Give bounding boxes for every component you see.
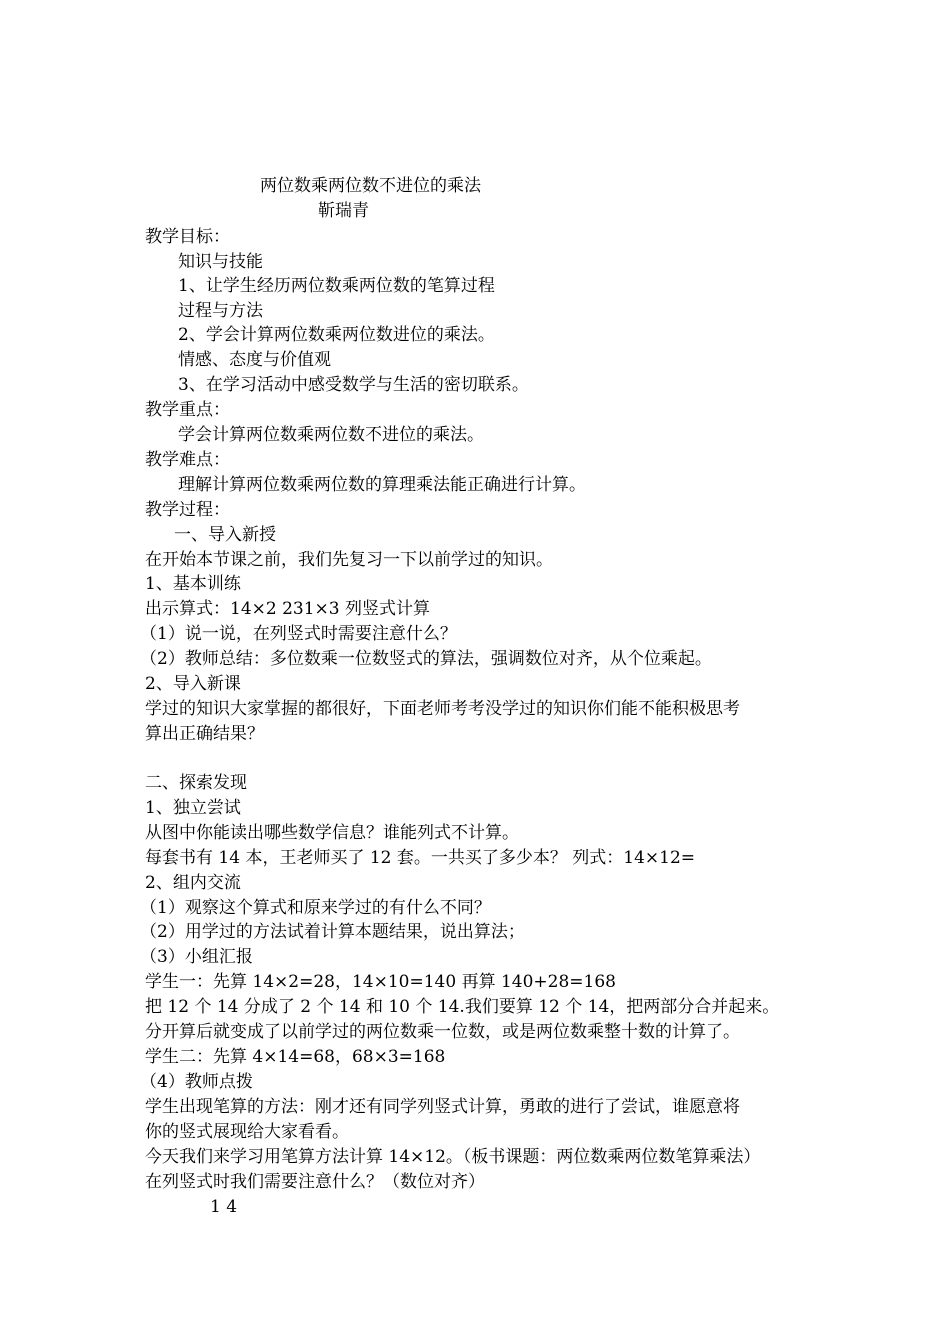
heading-difficulties: 教学难点： <box>145 450 230 470</box>
text-line: 出示算式：14×2 231×3 列竖式计算 <box>145 599 431 619</box>
text-line: （3）小组汇报 <box>140 947 253 967</box>
text-line: 2、导入新课 <box>145 674 241 694</box>
text-line: 学会计算两位数乘两位数不进位的乘法。 <box>178 425 484 445</box>
text-line: （2）用学过的方法试着计算本题结果，说出算法； <box>140 922 525 942</box>
text-line: 分开算后就变成了以前学过的两位数乘一位数，或是两位数乘整十数的计算了。 <box>145 1022 740 1042</box>
text-line: 1、基本训练 <box>145 574 241 594</box>
text-line: （4）教师点拨 <box>140 1072 253 1092</box>
text-line: 今天我们来学习用笔算方法计算 14×12。（板书课题：两位数乘两位数笔算乘法） <box>145 1147 761 1167</box>
heading-key-points: 教学重点： <box>145 400 230 420</box>
document-author: 靳瑞青 <box>318 201 369 221</box>
text-line: 理解计算两位数乘两位数的算理乘法能正确进行计算。 <box>178 475 586 495</box>
text-line: （1）说一说，在列竖式时需要注意什么？ <box>140 624 457 644</box>
section-heading: 二、探索发现 <box>145 773 247 793</box>
text-line: 每套书有 14 本，王老师买了 12 套。一共买了多少本？ 列式：14×12= <box>145 848 696 868</box>
text-line: 学生一：先算 14×2=28，14×10=140 再算 140+28=168 <box>145 972 616 992</box>
text-line: 知识与技能 <box>178 252 263 272</box>
text-line: 算出正确结果？ <box>145 724 264 744</box>
text-line: 在开始本节课之前，我们先复习一下以前学过的知识。 <box>145 550 553 570</box>
text-line: 把 12 个 14 分成了 2 个 14 和 10 个 14.我们要算 12 个 14，把两部分合并起来。 <box>145 997 780 1017</box>
text-line: 在列竖式时我们需要注意什么？（数位对齐） <box>145 1172 485 1192</box>
section-heading: 一、导入新授 <box>174 525 276 545</box>
document-title: 两位数乘两位数不进位的乘法 <box>260 176 481 196</box>
text-line: 过程与方法 <box>178 301 263 321</box>
vertical-calculation-digits: 1 4 <box>210 1197 238 1217</box>
text-line: 情感、态度与价值观 <box>178 350 331 370</box>
text-line: 3、在学习活动中感受数学与生活的密切联系。 <box>178 375 529 395</box>
text-line: 你的竖式展现给大家看看。 <box>145 1122 349 1142</box>
text-line: 1、独立尝试 <box>145 798 241 818</box>
text-line: 1、让学生经历两位数乘两位数的笔算过程 <box>178 276 495 296</box>
text-line: 从图中你能读出哪些数学信息？谁能列式不计算。 <box>145 823 519 843</box>
text-line: 2、组内交流 <box>145 873 241 893</box>
text-line: 学生出现笔算的方法：刚才还有同学列竖式计算，勇敢的进行了尝试，谁愿意将 <box>145 1097 740 1117</box>
text-line: 学过的知识大家掌握的都很好，下面老师考考没学过的知识你们能不能积极思考 <box>145 699 740 719</box>
text-line: （2）教师总结：多位数乘一位数竖式的算法，强调数位对齐，从个位乘起。 <box>140 649 712 669</box>
text-line: 2、学会计算两位数乘两位数进位的乘法。 <box>178 325 495 345</box>
heading-process: 教学过程： <box>145 500 230 520</box>
heading-objectives: 教学目标： <box>145 227 230 247</box>
text-line: 学生二：先算 4×14=68，68×3=168 <box>145 1047 446 1067</box>
text-line: （1）观察这个算式和原来学过的有什么不同？ <box>140 898 491 918</box>
